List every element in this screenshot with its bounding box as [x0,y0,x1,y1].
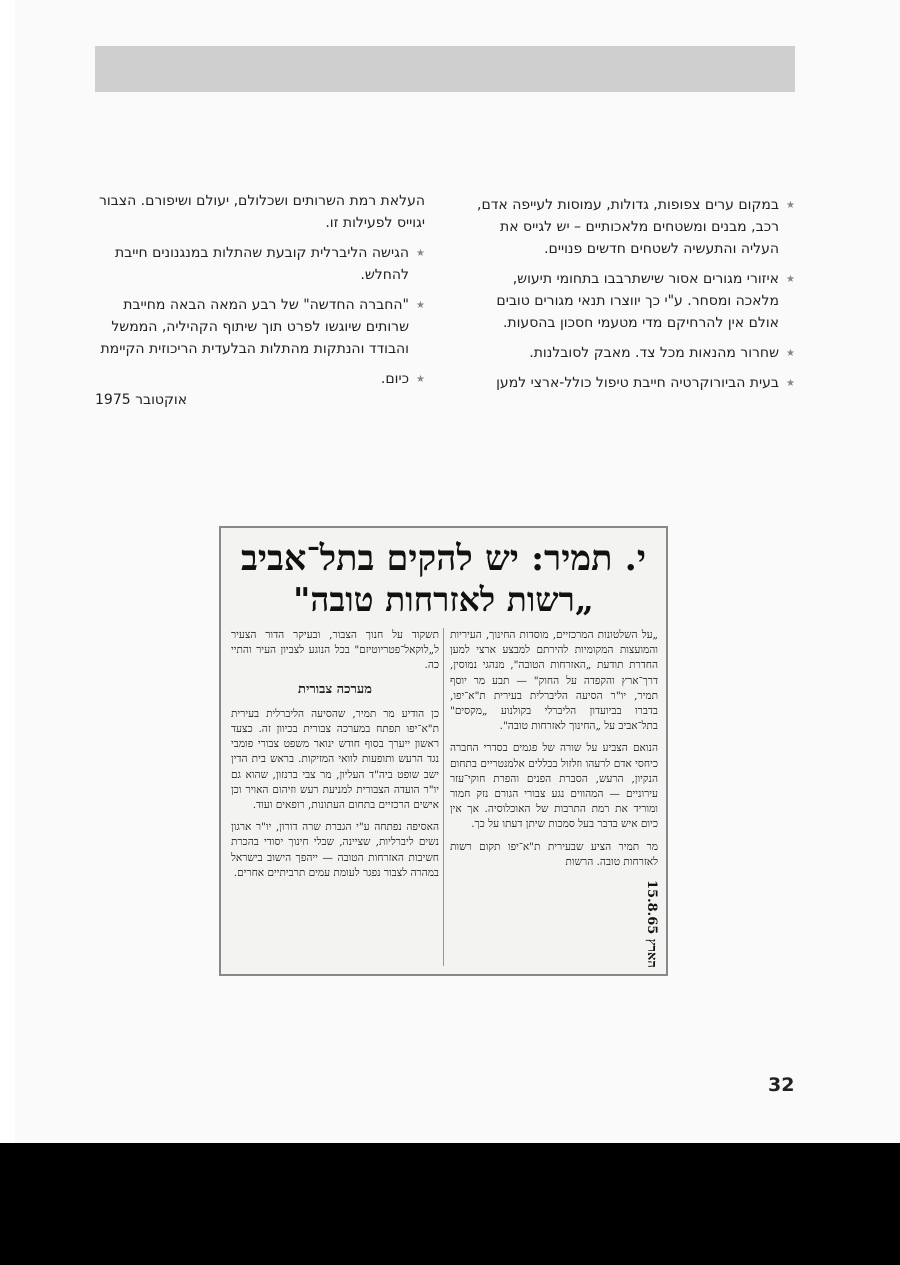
continued-text: העלאת רמת השרותים ושכלולם, יעולם ושיפורם. הצבור יגוייס לפעילות זו. [98,193,425,231]
bullet-item: ★ איזורי מגורים אסור שישתרבבו בתחומי תיעוש, מלאכה ומסחר. ע"י כך יווצרו תנאי מגורים טובים אולם אין להרחיקם מדי מטעמי חסכון בהסעות. [496,271,795,331]
left-text-column [95,190,425,398]
bullet-item: ★ שחרור מהנאות מכל צד. מאבק לסובלנות. [475,342,795,364]
clipping-paragraph: הנואם הצביע על שורה של פגמים בסדרי החברה כיחסי אדם לרעהו וזלזול בכללים אלמנטריים בתחום הנקיון, הרעש, הסברת הפנים והפרת חוקי־עזר עירוניים — המהווים נגע צבורי הגורם נזק חמור ומוריד את רמת התרבות של האוכלוסיה. אך אין כיום איש בדבר בעל סמכות שיתן דעתו על כך. [450,742,658,831]
headline-line-2: „רשות לאזרחות טובה" [293,580,594,619]
star-icon: ★ [416,374,425,385]
right-text-column [475,194,795,402]
star-icon: ★ [786,274,795,285]
star-icon: ★ [416,300,425,311]
page-number: 32 [768,1074,795,1096]
newspaper-clipping [219,526,668,976]
star-icon: ★ [416,248,425,259]
clipping-left-column [231,628,439,888]
clipping-paragraph: תשקוד על חנוך הצבור, ובעיקר הדור הצעיר ל„לוקאל־פטריוטיזם" בכל הנוגע לצביון העיר והתיי כה. [231,629,439,672]
clipping-headline [221,538,666,620]
page-edge [0,0,15,1143]
clipping-paragraph: האסיפה נפתחה ע"י הגברת שרה דורון, יו"ר ארגון נשים ליברליות, שציינה, שבלי חינוך יסודי בהכרת חשיבות האזרחות הטובה — ייהפך הישוב בישראל במהרה לצבור נפגר לעומת עמים תרביתיים אחרים. [231,821,439,879]
star-icon: ★ [786,378,795,389]
clipping-source: הארץ 15.8.65 [644,880,659,968]
clipping-right-column [450,628,658,877]
document-date: אוקטובר 1975 [95,392,188,408]
headline-line-1: י. תמיר: יש להקים בתל־אביב [240,538,647,579]
clipping-paragraph: כן הודיע מר תמיר, שהסיעה הליברלית בעירית ת"א־יפו תפתח במערכה צבורית בכיוון זה. כצעד ראשון ייערך בסוף חודש ינואר משפט צבורי פומבי נגד הרעש ותופעות לוואי המזיקות. בראש בית הדין ישב שופט ביה"ד העליון, מר צבי ברנזון, שהוא גם יו"ר הועדה הצבורית למניעת רעש וזיהום האויר וכן אישים הרכזיים בתחום העתונות, רופאים ועוד. [231,707,439,812]
header-band [95,46,795,92]
bullet-item: ★ כיום. [95,368,425,390]
bullet-item: ★ "החברה החדשה" של רבע המאה הבאה מחייבת שרותים שיוגשו לפרט תוך שיתוף הקהיליה, הממשל והבודד והנתקות מהתלות הבלעדית הריכוזית הקיימת [100,297,425,357]
star-icon: ★ [786,200,795,211]
bullet-item: ★ במקום ערים צפופות, גדולות, עמוסות לעייפה אדם, רכב, מבנים ומשטחים מלאכותיים – יש לגייס את העליה והתעשיה לשטחים חדשים פנויים. [477,197,795,257]
column-divider [443,628,444,966]
bullet-item: ★ הגישה הליברלית קובעת שהתלות במנגנונים חייבת להחלש. [114,245,425,283]
bullet-item: ★ בעית הביורוקרטיה חייבת טיפול כולל-ארצי למען [475,372,795,394]
clipping-subheading: מערכה צבורית [298,681,372,697]
star-icon: ★ [786,348,795,359]
clipping-paragraph: מר תמיר הציע שבעירית ת"א־יפו תקום רשות לאזרחות טובה. הרשות [450,840,658,868]
clipping-paragraph: „על השלטונות המרכזיים, מוסדות החינוך, העיריות והמועצות המקומיות להירתם למבצע ארצי למען החדרת תודעת „האזרחות הטובה", מנהגי נמוסין, דרך־ארץ והקפדה על החוק" — תבע מר יוסף תמיר, יו"ר הסיעה הליברלית בעירית ת"א־יפו, בדברו בביועדון הליברלי בקולנוע „מקסים" בתל־אביב על „החינוך לאזרחות טובה". [450,629,658,733]
